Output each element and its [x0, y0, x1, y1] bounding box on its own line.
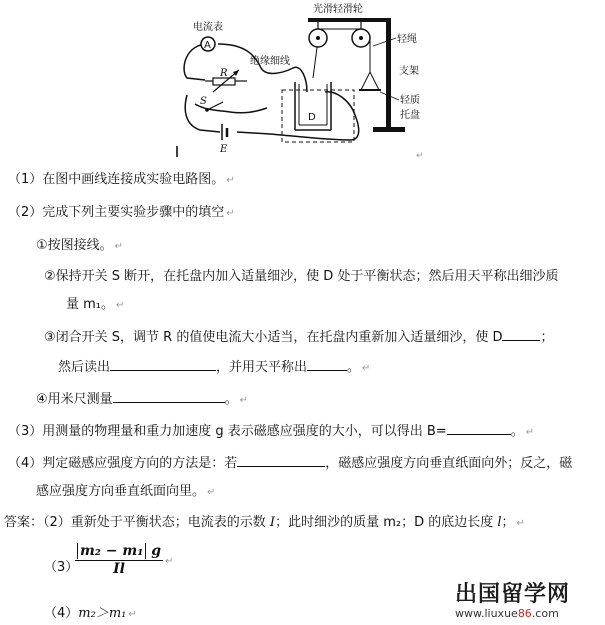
stand-pole	[386, 18, 391, 130]
site-watermark	[455, 583, 600, 621]
step-4: ④用米尺测量 。 ↵	[36, 388, 248, 411]
battery-label: E	[220, 144, 228, 155]
coil-label: D	[308, 112, 316, 123]
tray-label-2: 托盘	[400, 110, 420, 121]
question-1: （1）在图中画线连接成实验电路图。 ↵	[8, 172, 235, 187]
blank-step3-reading	[110, 356, 216, 371]
experiment-diagram	[175, 0, 430, 160]
blank-step3-balance	[502, 326, 540, 341]
step-3-line-1: ③闭合开关 S，调节 R 的值使电流大小适当，在托盘内重新加入适量细沙，使 D ；	[44, 326, 554, 348]
watermark-url: www.liuxue86.com	[455, 607, 559, 620]
tray	[361, 72, 379, 90]
stand-base	[373, 127, 405, 132]
question-4-line-2: 感应强度方向垂直纸面向里。 ↵	[36, 484, 216, 499]
step-2-line-1: ②保持开关 S 断开，在托盘内加入适量细沙，使 D 处于平衡状态；然后用天平称出细沙质	[44, 269, 559, 284]
ammeter-label: 电流表	[193, 22, 223, 33]
question-4-line-1: （4）判定磁感应强度方向的方法是：若 ，磁感应强度方向垂直纸面向外；反之，磁	[8, 452, 572, 474]
stand-crossbar	[308, 18, 388, 22]
answer-part-3-label: （3）	[44, 560, 79, 575]
blank-q3	[447, 420, 511, 435]
blank-step3-mass	[307, 356, 347, 371]
blank-q4	[237, 452, 325, 467]
step-2-line-2: 量 m₁。 ↵	[66, 297, 125, 312]
watermark-name: 出国留学网	[455, 582, 571, 607]
formula-denominator: Il	[113, 561, 125, 577]
pulley-label: 光滑轻滑轮	[313, 4, 363, 15]
stand-label: 支架	[399, 66, 419, 77]
answer-part-4: （4）m₂＞m₁ ↵	[44, 606, 137, 621]
blank-step4	[113, 388, 225, 403]
question-2: （2）完成下列主要实验步骤中的填空 ↵	[8, 205, 235, 220]
svg-text:↵: ↵	[416, 151, 424, 160]
step-3-line-2: 然后读出 ，并用天平称出 。 ↵	[58, 356, 370, 379]
insulated-wire-label: 绝缘细线	[250, 56, 290, 67]
ammeter-letter: A	[204, 40, 211, 51]
switch-label: S	[200, 96, 207, 107]
answer-formula	[75, 543, 163, 577]
switch-symbol	[207, 102, 223, 110]
step-1: ①按图接线。 ↵	[36, 238, 124, 253]
rheostat-label: R	[220, 68, 228, 79]
tray-label-1: 轻质	[400, 95, 420, 106]
rope-label: 轻绳	[397, 34, 417, 45]
circuit-wire	[237, 92, 359, 140]
question-3: （3）用测量的物理量和重力加速度 g 表示磁感应强度的大小，可以得出 B= 。 ↵	[8, 420, 534, 443]
answer-part-2: 答案：（2）重新处于平衡状态；电流表的示数 I；此时细沙的质量 m₂；D 的底边长度 l； ↵	[4, 515, 525, 530]
rheostat-symbol	[213, 78, 235, 85]
formula-g: g	[151, 543, 162, 559]
formula-abs: m₂ − m₁	[77, 543, 146, 559]
